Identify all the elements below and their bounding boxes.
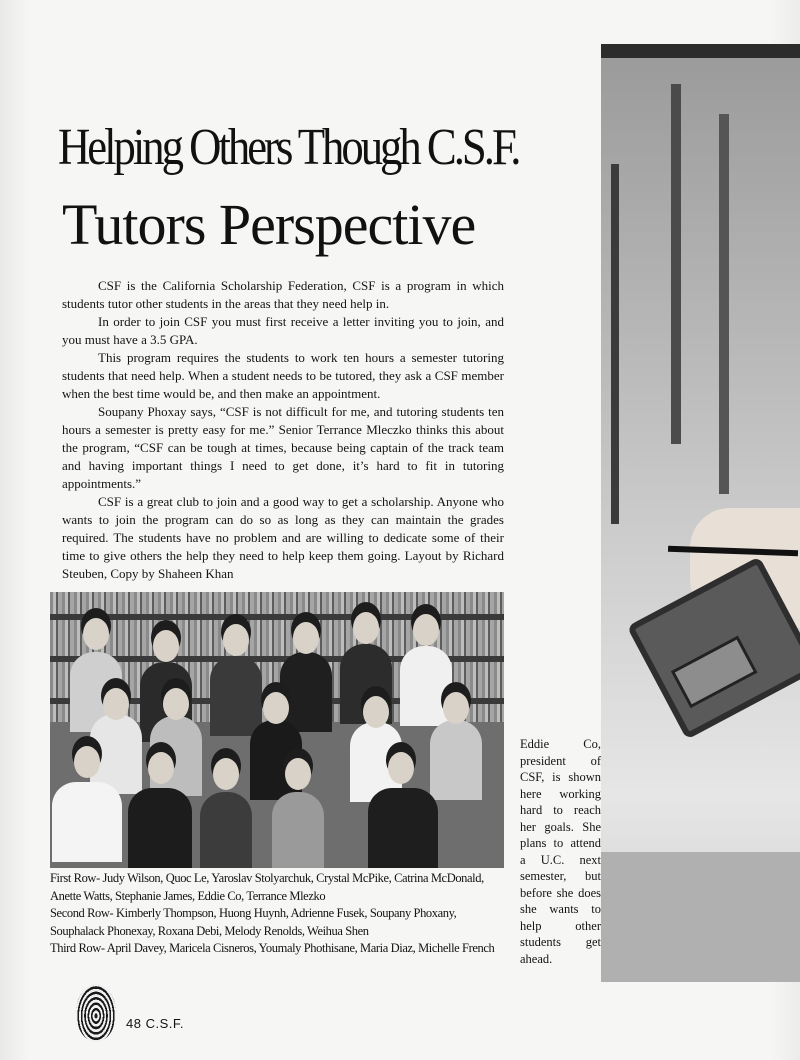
article-paragraph: Soupany Phoxay says, “CSF is not difficult for me, and tutoring students ten hours a semester is pretty easy for me.” Senior Terrance Mleczko thinks this about the program, “CSF can be tough at times, because being captain of the track team and having important things I need to get done, it’s hard to fit in tutoring appointments.” bbox=[62, 404, 504, 491]
caption-first-row: First Row- Judy Wilson, Quoc Le, Yaroslav Stolyarchuk, Crystal McPike, Catrina McDonald, Anette Watts, Stephanie James, Eddie Co, Terrance Mlezko bbox=[50, 871, 484, 903]
group-photo bbox=[50, 592, 504, 868]
article-paragraph: In order to join CSF you must first receive a letter inviting you to join, and you must have a 3.5 GPA. bbox=[62, 314, 504, 347]
group-photo-caption bbox=[50, 870, 508, 958]
caption-third-row: Third Row- April Davey, Maricela Cisneros, Youmaly Phothisane, Maria Diaz, Michelle French bbox=[50, 941, 495, 955]
side-photo-caption: Eddie Co, president of CSF, is shown here working hard to reach her goals. She plans to attend a U.C. next semester, but before she does she wants to help other students get ahead. bbox=[520, 737, 601, 966]
article-body bbox=[62, 277, 504, 583]
page-number: 48 C.S.F. bbox=[126, 1016, 184, 1031]
article-paragraph: CSF is a great club to join and a good way to get a scholarship. Anyone who wants to join the program can do so as long as they can maintain the grades required. The students have no problem and are willing to dedicate some of their time to give others the help they need to help keep them going. Layout by Richard Steuben, Copy by Shaheen Khan bbox=[62, 494, 504, 581]
thumbprint-icon bbox=[76, 984, 116, 1042]
headline: Helping Others Though C.S.F. bbox=[58, 119, 519, 176]
article-paragraph: This program requires the students to work ten hours a semester tutoring students that need help. When a student needs to be tutored, they ask a CSF member when the best time would be, and then make an appointment. bbox=[62, 350, 504, 401]
article-paragraph: CSF is the California Scholarship Federation, CSF is a program in which students tutor other students in the areas that they need help in. bbox=[62, 278, 504, 311]
subheadline: Tutors Perspective bbox=[62, 192, 476, 257]
caption-second-row: Second Row- Kimberly Thompson, Huong Huynh, Adrienne Fusek, Soupany Phoxany, Souphalack Phonexay, Roxana Debi, Melody Renolds, Weihua Shen bbox=[50, 906, 457, 938]
